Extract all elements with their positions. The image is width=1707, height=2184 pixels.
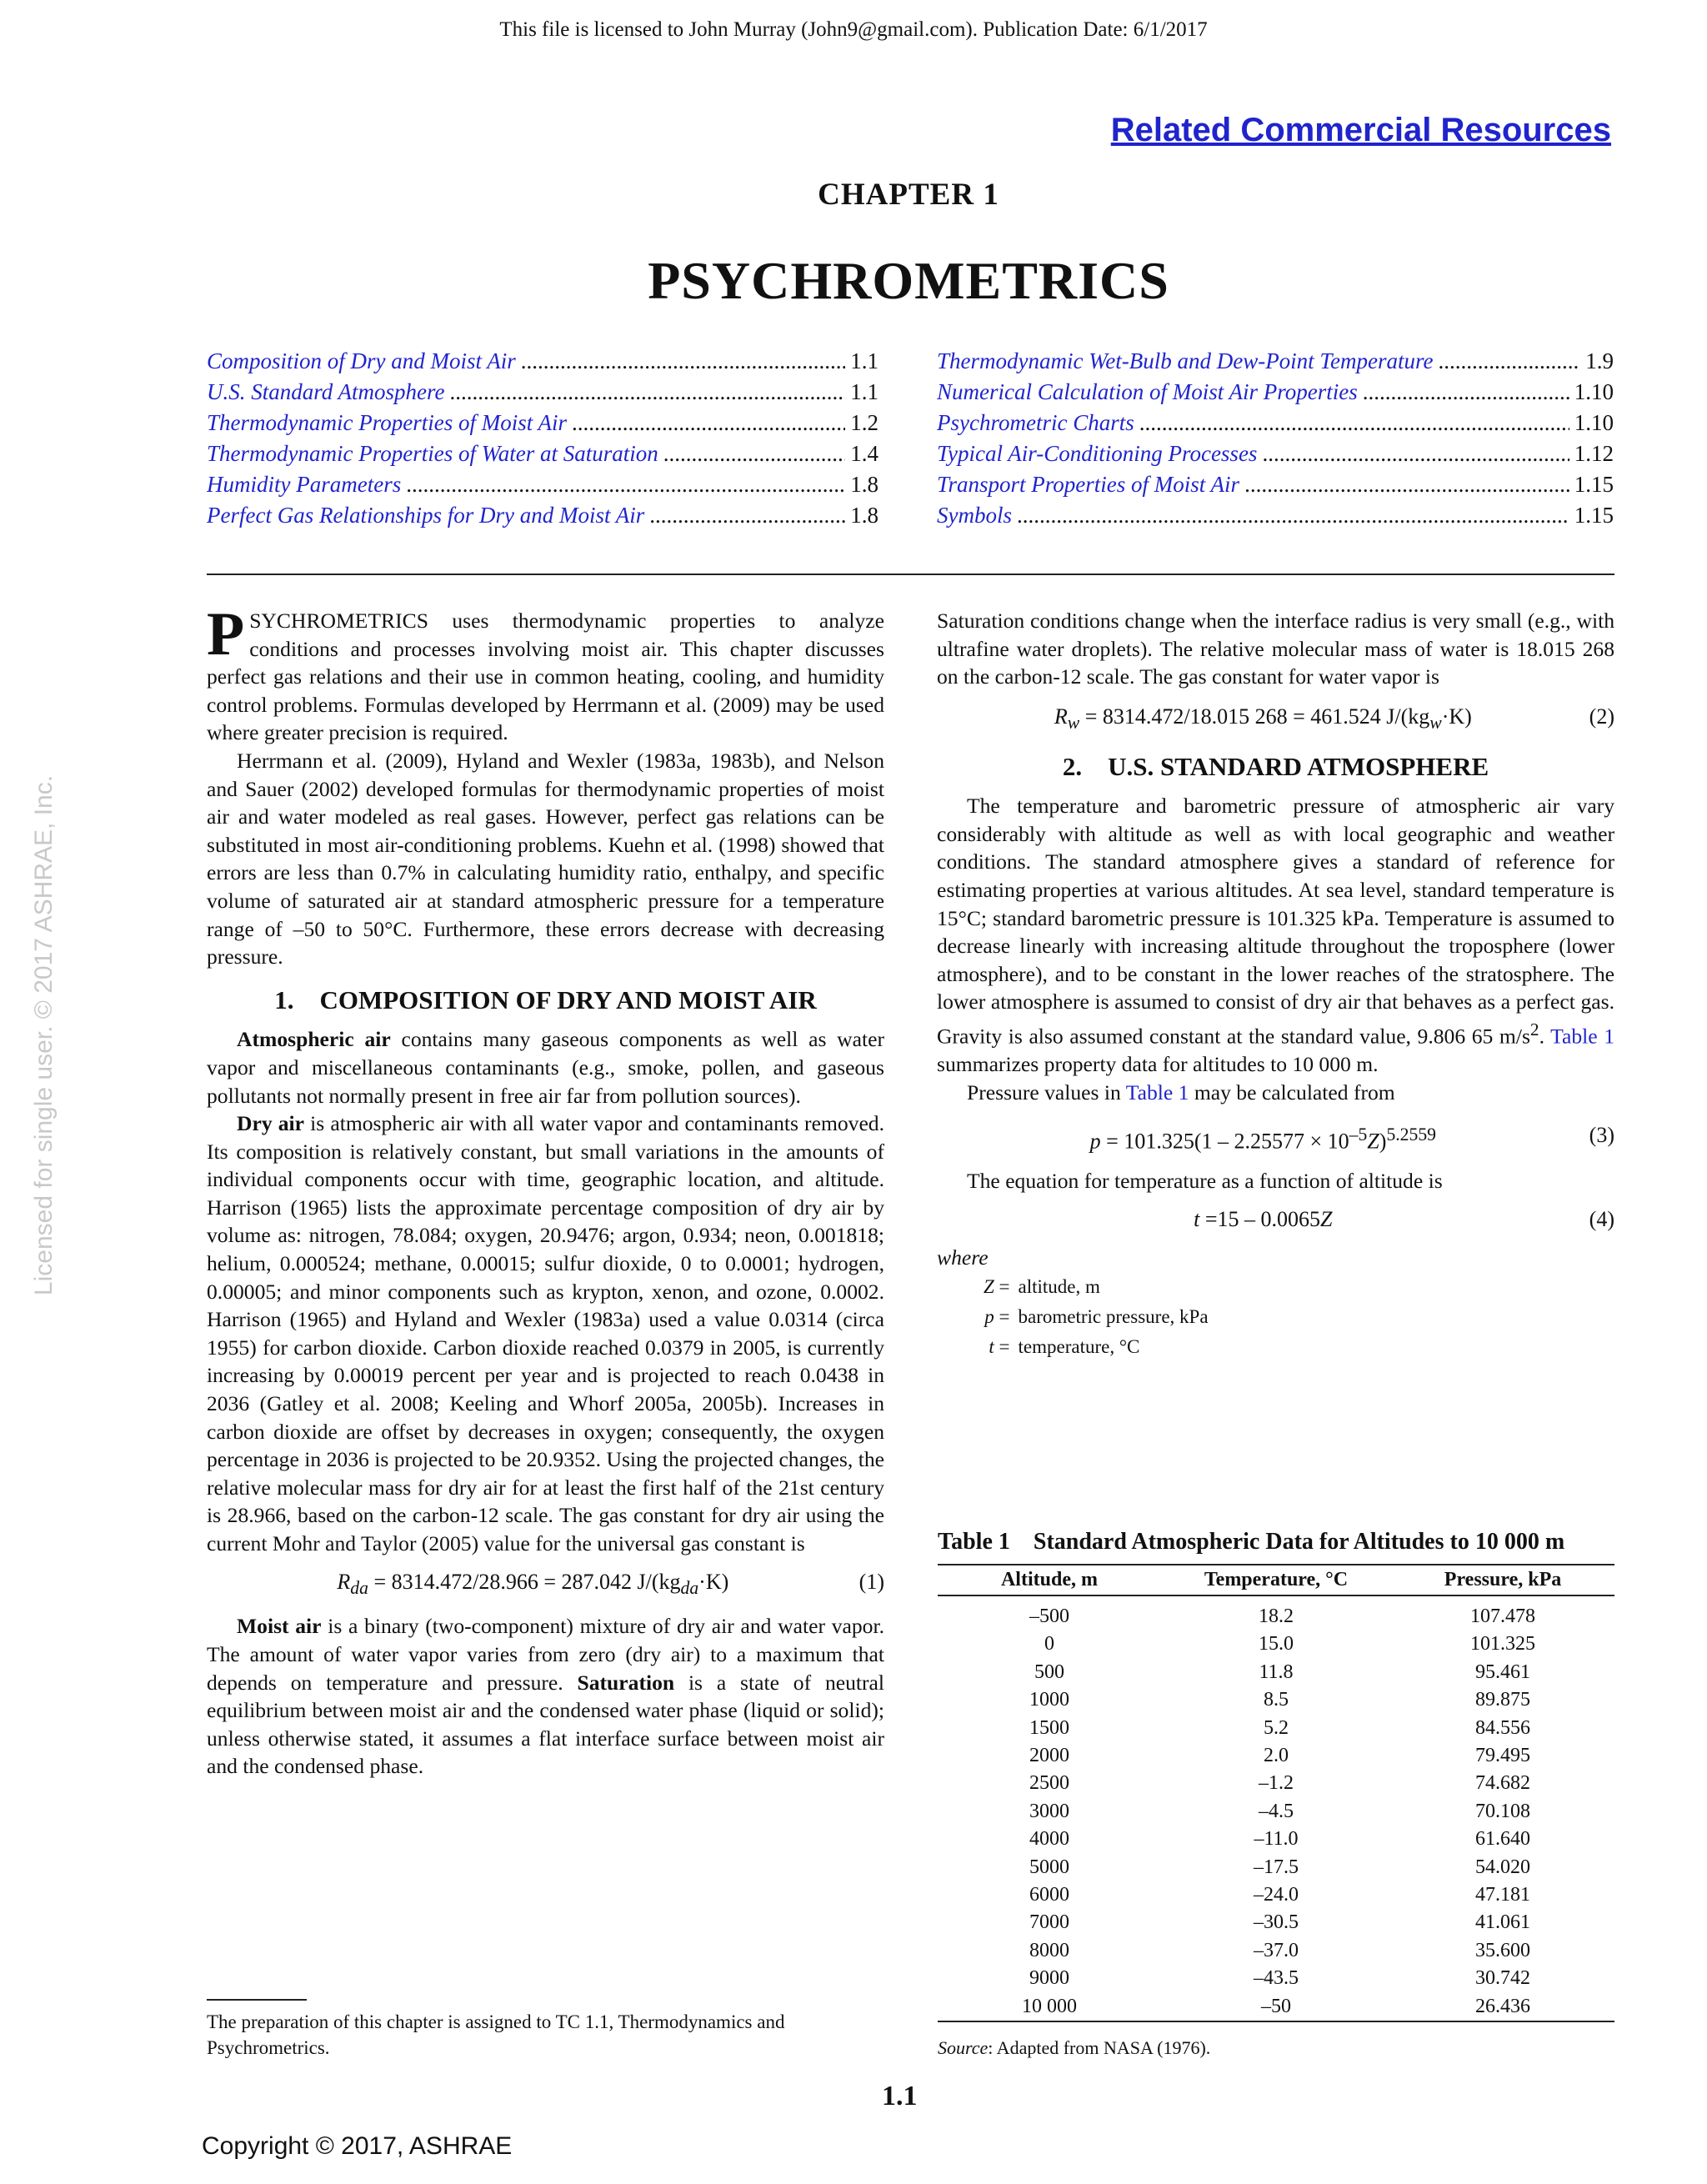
drop-cap: P — [207, 600, 245, 669]
table-row: 3000 –4.5 70.108 — [1029, 1800, 1531, 1822]
table-row: 1000 8.5 89.875 — [1029, 1689, 1531, 1711]
copyright-notice: Copyright © 2017, ASHRAE — [202, 2132, 513, 2160]
table-1-link[interactable]: Table 1 — [1550, 1024, 1615, 1049]
table-row: 10 000 –50 26.436 — [938, 1993, 1614, 2021]
table-row: 4000 –11.0 61.640 — [1029, 1828, 1531, 1851]
section-heading-1: 1. COMPOSITION OF DRY AND MOIST AIR — [274, 984, 817, 1014]
where-label: where — [937, 1245, 989, 1270]
page-number: 1.1 — [882, 2081, 918, 2111]
table-source: Source: Adapted from NASA (1976). — [938, 2037, 1211, 2058]
variable-definitions — [979, 1271, 1214, 1363]
toc-item[interactable]: Thermodynamic Properties of Water at Saturation ..... 1.4 — [207, 438, 879, 469]
paragraph: Pressure values in Table 1 may be calculated from — [967, 1079, 1395, 1105]
section-divider — [207, 574, 1614, 575]
vertical-license-notice: Licensed for single user. © 2017 ASHRAE, Inc. — [30, 774, 58, 1296]
equation-4: t =15 – 0.0065Z (4) — [937, 1205, 1614, 1234]
table-row: 500 11.8 95.461 — [1034, 1661, 1531, 1683]
table-header-row — [938, 1565, 1614, 1595]
related-resources-link[interactable]: Related Commercial Resources — [1110, 112, 1611, 148]
paragraph-moist-air: Moist air is a binary (two-component) mixture of dry air and water vapor. The amount of water vapor varies from zero (dry air) to a maximum that depends on temperature and pressure. Saturation is a state of neutral equilibrium between moist air and the condensed water phase (liquid or solid); unless otherwise stated, it assumes a flat interface surface between moist air and the condensed phase. — [207, 1614, 885, 1779]
toc-item[interactable]: Thermodynamic Wet-Bulb and Dew-Point Temperature ..... 1.9 — [937, 346, 1614, 377]
toc-left — [207, 346, 879, 531]
table-row: 9000 –43.5 30.742 — [1029, 1967, 1531, 1990]
toc-item[interactable]: Thermodynamic Properties of Moist Air ..... 1.2 — [207, 408, 879, 438]
column-header: Pressure, kPa — [1391, 1565, 1614, 1595]
table-row: 2500 –1.2 74.682 — [1029, 1772, 1531, 1795]
column-header: Temperature, °C — [1161, 1565, 1391, 1595]
toc-item[interactable]: Transport Properties of Moist Air ..... 1.15 — [937, 469, 1614, 500]
toc-item[interactable]: Symbols ..... 1.15 — [937, 500, 1614, 531]
chapter-title: PSYCHROMETRICS — [648, 251, 1169, 310]
table-row: 8000 –37.0 35.600 — [1029, 1939, 1531, 1961]
toc-item[interactable]: Typical Air-Conditioning Processes ..... 1.12 — [937, 438, 1614, 469]
toc-item[interactable]: Composition of Dry and Moist Air ..... 1.1 — [207, 346, 879, 377]
paragraph: The equation for temperature as a function of altitude is — [967, 1169, 1443, 1194]
equation-2: $R_w = 8314.472/18.015$ 268 = 461.524 $J/(kg_w\cdot K)$ (2) — [937, 703, 1614, 738]
paragraph: Saturation conditions change when the interface radius is very small (e.g., with ultrafine water droplets). The relative molecular mass of water is 18.015 268 on the carbon-12 scale. The gas constant for water vapor is — [937, 609, 1614, 689]
equation-number: (3) — [1589, 1123, 1614, 1148]
footnote: The preparation of this chapter is assigned to TC 1.1, Thermodynamics and Psychrometrics. — [207, 2011, 785, 2058]
toc-item[interactable]: Psychrometric Charts ..... 1.10 — [937, 408, 1614, 438]
paragraph-atmospheric-air: Atmospheric air contains many gaseous components as well as water vapor and miscellaneous contaminants (e.g., smoke, pollen, and gaseous pollutants not normally present in free air far from pollution sources). — [207, 1027, 884, 1108]
table-row: 2000 2.0 79.495 — [1029, 1745, 1531, 1767]
table-row: 6000 –24.0 47.181 — [1029, 1884, 1531, 1906]
toc-item[interactable]: Perfect Gas Relationships for Dry and Moist Air ..... 1.8 — [207, 500, 879, 531]
toc-item[interactable]: Humidity Parameters ..... 1.8 — [207, 469, 879, 500]
column-header: Altitude, m — [938, 1565, 1161, 1595]
equation-number: (1) — [859, 1569, 884, 1594]
equation-number: (2) — [1589, 704, 1614, 729]
table-row: 5000 –17.5 54.020 — [1029, 1856, 1531, 1878]
toc-right — [937, 346, 1614, 531]
variable-row: Z = altitude, m — [984, 1276, 1100, 1298]
paragraph: Herrmann et al. (2009), Hyland and Wexler (1983a, 1983b), and Nelson and Sauer (2002) developed formulas for thermodynamic properties of moist air and water modeled as real gases. However, perfect gas relations can be substituted in most air-conditioning problems. Kuehn et al. (1998) showed that errors are less than 0.7% in calculating humidity ratio, enthalpy, and specific volume of saturated air at standard atmospheric pressure for a temperature range of –50 to 50°C. Furthermore, these errors decrease with decreasing pressure. — [207, 748, 884, 969]
table-row: –500 18.2 107.478 — [1029, 1605, 1536, 1627]
paragraph-standard-atmosphere: The temperature and barometric pressure of atmospheric air vary considerably with altitude as well as with local geographic and weather conditions. The standard atmosphere gives a standard of reference for estimating properties at various altitudes. At sea level, standard temperature is 15°C; standard barometric pressure is 101.325 kPa. Temperature is assumed to decrease linearly with increasing altitude throughout the troposphere (lower atmosphere), and to be constant in the lower reaches of the stratosphere. The lower atmosphere is assumed to consist of dry air that behaves as a perfect gas. Gravity is also assumed constant at the standard value, 9.806 65 $m/s^2$. Table 1 summarizes property data for altitudes to 10 000 m. — [937, 794, 1615, 1077]
right-column — [937, 607, 1614, 1363]
toc-item[interactable]: U.S. Standard Atmosphere ..... 1.1 — [207, 377, 879, 408]
chapter-label: CHAPTER 1 — [818, 178, 999, 212]
equation-3: $p = 101.325(1 - 2.25577 \times 10^{-5}Z)^{5.2559}$ (3) — [937, 1121, 1614, 1155]
table-caption: Table 1 Standard Atmospheric Data for Altitudes to 10 000 m — [938, 1529, 1565, 1555]
license-notice: This file is licensed to John Murray (John9@gmail.com). Publication Date: 6/1/2017 — [499, 18, 1208, 41]
equation-1: $R_{da} = 8314.472/28.966 = 287.042$ $J/(kg_{da}\cdot K)$ (1) — [207, 1568, 884, 1603]
equation-number: (4) — [1589, 1207, 1614, 1232]
table-row: 1500 5.2 84.556 — [1029, 1716, 1531, 1739]
variable-row: p = barometric pressure, kPa — [984, 1306, 1209, 1328]
standard-atmosphere-table — [938, 1564, 1614, 2022]
table-1-link[interactable]: Table 1 — [1125, 1079, 1189, 1105]
left-column — [207, 600, 885, 1781]
paragraph-dry-air: Dry air is atmospheric air with all water vapor and contaminants removed. Its composition is relatively constant, but small variations in the amounts of individual components occur with time, geographic location, and altitude. Harrison (1965) lists the approximate percentage composition of dry air by volume as: nitrogen, 78.084; oxygen, 20.9476; argon, 0.934; neon, 0.001818; helium, 0.000524; methane, 0.00015; sulfur dioxide, 0 to 0.0001; hydrogen, 0.00005; and minor components such as krypton, xenon, and ozone, 0.0002. Harrison (1965) and Hyland and Wexler (1983a) used a value 0.0314 (circa 1955) for carbon dioxide. Carbon dioxide reached 0.0379 in 2005, is currently increasing by 0.00019 percent per year and is projected to reach 0.0438 in 2036 (Gatley et al. 2008; Keeling and Whorf 2005a, 2005b). Increases in carbon dioxide are offset by decreases in oxygen; consequently, the oxygen percentage in 2036 is projected to be 20.9352. Using the projected changes, the relative molecular mass for dry air for at least the first half of the 21st century is 28.966, based on the carbon-12 scale. The gas constant for dry air using the current Mohr and Taylor (2005) value for the universal gas constant is — [207, 1111, 885, 1555]
footnote-divider — [207, 1999, 307, 2001]
toc-item[interactable]: Numerical Calculation of Moist Air Properties ..... 1.10 — [937, 377, 1614, 408]
intro-paragraph: PSYCHROMETRICS uses thermodynamic properties to analyze conditions and processes involving moist air. This chapter discusses perfect gas relations and their use in common heating, cooling, and humidity control problems. Formulas developed by Herrmann et al. (2009) may be used where greater precision is required. — [207, 600, 884, 745]
table-row: 0 15.0 101.325 — [1044, 1633, 1536, 1656]
variable-row: t = temperature, °C — [989, 1336, 1140, 1358]
table-row: 7000 –30.5 41.061 — [1029, 1911, 1531, 1934]
section-heading-2: 2. U.S. STANDARD ATMOSPHERE — [1062, 751, 1489, 781]
